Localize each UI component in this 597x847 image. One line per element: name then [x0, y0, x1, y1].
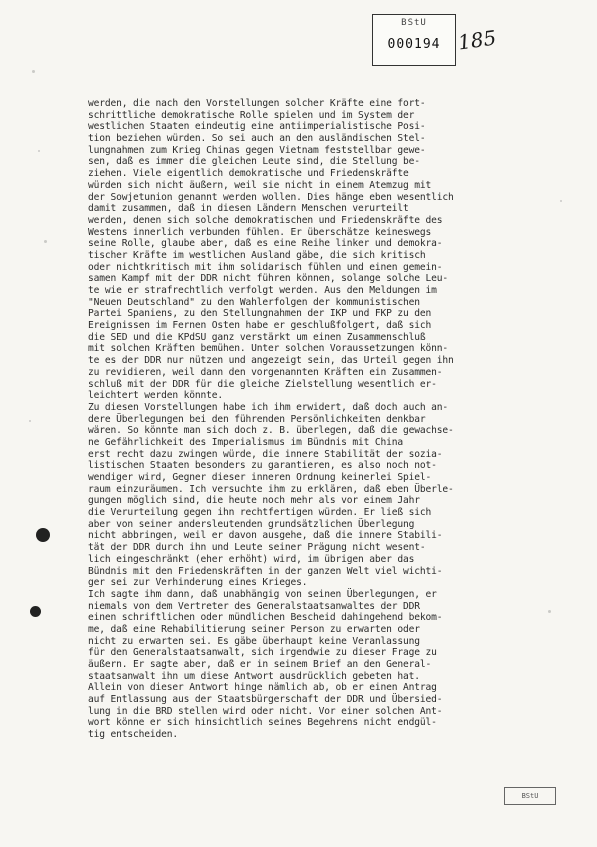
text-line: tischer Kräfte im westlichen Ausland gäbe, die sich kritisch: [88, 249, 426, 261]
text-line: seine Rolle, glaube aber, daß es eine Reihe linker und demokra-: [88, 238, 443, 250]
text-line: werden, die nach den Vorstellungen solcher Kräfte eine fort-: [88, 98, 426, 109]
text-line: niemals von dem Vertreter des Generalstaatsanwaltes der DDR: [88, 600, 420, 612]
footer-stamp: BStU: [504, 787, 556, 805]
text-line: damit zusammen, daß in diesen Ländern Menschen verurteilt: [88, 203, 409, 215]
text-line: tion beziehen würden. So sei auch an den ausländischen Stel-: [88, 133, 426, 145]
text-line: tig entscheiden.: [88, 729, 179, 741]
text-line: auf Entlassung aus der Staatsbürgerschaft der DDR und Übersied-: [88, 694, 443, 706]
text-line: gungen möglich sind, die heute noch mehr als vor einem Jahr: [88, 495, 420, 507]
text-line: wären. So könnte man sich doch z. B. überlegen, daß die gewachse-: [88, 425, 454, 437]
text-line: listischen Staaten besonders zu garantieren, es also noch not-: [88, 460, 437, 472]
text-line: äußern. Er sagte aber, daß er in seinem Brief an den General-: [88, 659, 432, 670]
text-line: me, daß eine Rehabilitierung seiner Person zu erwarten oder: [88, 623, 420, 635]
text-line: ziehen. Viele eigentlich demokratische und Friedenskräfte: [88, 168, 409, 180]
text-line: Allein von dieser Antwort hinge nämlich ab, ob er einen Antrag: [88, 682, 437, 694]
text-line: raum einzuräumen. Ich versuchte ihm zu erklären, daß eben Überle-: [88, 483, 454, 495]
text-line: samen Kampf mit der DDR nicht führen können, solange solche Leu-: [88, 273, 449, 285]
text-line: der Sowjetunion genannt werden wollen. Dies hänge eben wesentlich: [88, 191, 454, 203]
text-line: "Neuen Deutschland" zu den Wahlerfolgen der kommunistischen: [88, 296, 420, 308]
text-line: staatsanwalt ihn um diese Antwort ausdrücklich gebeten hat.: [88, 670, 420, 682]
archive-stamp: [372, 14, 456, 66]
punch-hole: [36, 528, 50, 542]
text-line: Ich sagte ihm dann, daß unabhängig von seinen Überlegungen, er: [88, 588, 437, 600]
scan-speckle: [32, 70, 35, 73]
text-line: sen, daß es immer die gleichen Leute sind, die Stellung be-: [88, 156, 420, 168]
text-line: oder nichtkritisch mit ihm solidarisch fühlen und einen gemein-: [88, 261, 443, 273]
text-line: zu revidieren, weil dann den vorgenannten Kräften ein Zusammen-: [88, 366, 443, 378]
text-line: te es der DDR nur nützen und angezeigt sein, das Urteil gegen ihn: [88, 355, 454, 367]
text-line: Zu diesen Vorstellungen habe ich ihm erwidert, daß doch auch an-: [88, 401, 449, 413]
text-line: lungnahmen zum Krieg Chinas gegen Vietnam feststellbar gewe-: [88, 144, 426, 156]
text-line: ne Gefährlichkeit des Imperialismus im Bündnis mit China: [88, 436, 404, 448]
text-line: die Verurteilung gegen ihn rechtfertigen würden. Er ließ sich: [88, 507, 432, 519]
scan-speckle: [29, 420, 31, 422]
text-line: erst recht dazu zwingen würde, die innere Stabilität der sozia-: [88, 448, 443, 460]
text-line: dere Überlegungen bei den führenden Persönlichkeiten denkbar: [88, 413, 426, 425]
scan-speckle: [560, 200, 562, 202]
text-line: schluß mit der DDR für die gleiche Zielstellung wesentlich er-: [88, 378, 437, 390]
text-line: tät der DDR durch ihn und Leute seiner Prägung nicht wesent-: [88, 542, 426, 554]
text-line: für den Generalstaatsanwalt, sich irgendwie zu dieser Frage zu: [88, 647, 437, 659]
body-text: [88, 98, 520, 741]
text-line: wendiger wird, Gegner dieser inneren Ordnung keinerlei Spiel-: [88, 472, 432, 483]
folio-number: 185: [456, 25, 498, 55]
text-line: Westens innerlich verbunden fühlen. Er überschätze keineswegs: [88, 226, 432, 238]
text-line: würden sich nicht äußern, weil sie nicht in einem Atemzug mit: [88, 179, 432, 191]
punch-hole: [30, 606, 41, 617]
text-line: ger sei zur Verhinderung eines Krieges.: [88, 577, 308, 589]
text-line: schrittliche demokratische Rolle spielen und im System der: [88, 109, 415, 121]
stamp-number: 000194: [387, 37, 441, 52]
text-line: wort könne er sich hinsichtlich seines Begehrens nicht endgül-: [88, 717, 437, 729]
scan-speckle: [44, 240, 47, 243]
text-line: Bündnis mit den Friedenskräften in der ganzen Welt viel wichti-: [88, 565, 443, 577]
scan-speckle: [38, 150, 40, 152]
text-line: westlichen Staaten eindeutig eine antiimperialistische Posi-: [88, 121, 426, 133]
text-line: leichtert werden könnte.: [88, 390, 224, 402]
text-line: nicht abbringen, weil er davon ausgehe, daß die innere Stabili-: [88, 530, 443, 542]
text-line: Partei Spaniens, zu den Stellungnahmen der IKP und FKP zu den: [88, 308, 432, 320]
scan-speckle: [548, 610, 551, 613]
text-line: mit solchen Kräften bemühen. Unter solchen Voraussetzungen könn-: [88, 343, 449, 355]
text-line: werden, denen sich solche demokratischen und Friedenskräfte des: [88, 214, 443, 226]
stamp-label: BStU: [401, 18, 427, 28]
text-line: die SED und die KPdSU ganz verstärkt um einen Zusammenschluß: [88, 331, 426, 343]
text-line: lung in die BRD stellen wird oder nicht. Vor einer solchen Ant-: [88, 705, 443, 717]
text-line: te wie er strafrechtlich verfolgt werden. Aus den Meldungen im: [88, 285, 437, 296]
text-line: aber von seiner andersleutenden grundsätzlichen Überlegung: [88, 518, 415, 530]
text-line: nicht zu erwarten sei. Es gäbe überhaupt keine Veranlassung: [88, 635, 420, 647]
text-line: lich eingeschränkt (eher erhöht) wird, im übrigen aber das: [88, 553, 415, 565]
text-line: Ereignissen im Fernen Osten habe er geschlußfolgert, daß sich: [88, 320, 432, 332]
text-line: einen schriftlichen oder mündlichen Bescheid dahingehend bekom-: [88, 612, 443, 624]
